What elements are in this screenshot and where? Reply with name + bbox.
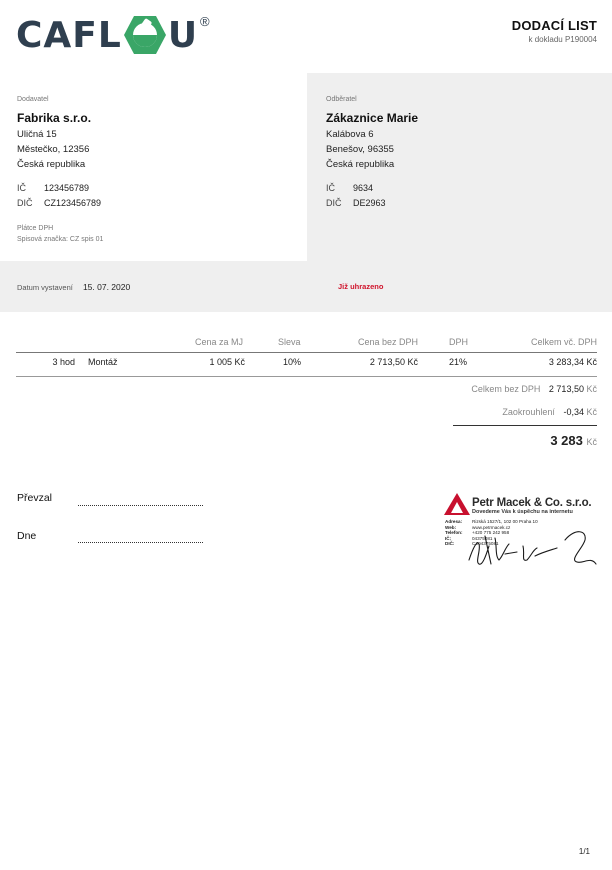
items-table	[16, 335, 597, 377]
supplier-name: Fabrika s.r.o.	[17, 111, 92, 125]
supplier-country: Česká republika	[17, 159, 86, 170]
supplier-ic: 123456789	[44, 183, 90, 193]
supplier-street: Uličná 15	[17, 129, 57, 140]
issue-date	[17, 282, 130, 292]
col-discount: Sleva	[278, 337, 301, 347]
stamp-row-key: IČ:	[445, 535, 452, 541]
supplier-dic: CZ123456789	[44, 198, 102, 208]
customer-ic-row	[326, 183, 606, 193]
row-vat: 21%	[449, 357, 468, 367]
supplier-ic-label: IČ	[17, 183, 26, 193]
rounding-value: -0,34	[563, 407, 584, 417]
grand-total	[550, 433, 597, 448]
stamp-row-value: 04375081	[472, 535, 493, 541]
row-unit-price-value: 1 005	[209, 357, 232, 367]
customer-dic-row	[326, 198, 606, 208]
stamp-company: Petr Macek & Co. s.r.o.	[472, 497, 592, 509]
stamp-tagline: Dovedeme Vás k úspěchu na internetu	[472, 509, 573, 515]
col-vat: DPH	[449, 337, 469, 347]
supplier-ic-row	[17, 183, 297, 193]
subtotal-value: 2 713,50	[548, 384, 584, 394]
issue-date-value: 15. 07. 2020	[82, 282, 131, 292]
currency: Kč	[586, 437, 597, 447]
stamp-row-value: www.petrmacek.cz	[472, 524, 511, 530]
stamp-row-key: Web:	[445, 524, 457, 530]
registered-mark: ®	[200, 13, 210, 29]
customer-block	[326, 96, 606, 208]
subtotal-row	[471, 384, 597, 394]
logo-text-right: U	[167, 14, 199, 56]
rounding-label: Zaokrouhlení	[502, 407, 555, 417]
currency: Kč	[407, 357, 418, 367]
row-total-vat-value: 3 283,34	[548, 357, 584, 367]
supplier-block	[17, 96, 297, 243]
stamp-row-key: Adresa:	[445, 519, 463, 524]
currency: Kč	[586, 407, 597, 417]
row-qty: 3 hod	[52, 357, 75, 367]
customer-dic: DE2963	[353, 198, 386, 208]
handwritten-signature	[465, 526, 598, 568]
customer-city: Benešov, 96355	[326, 144, 394, 155]
date-signed-label: Dne	[17, 530, 37, 542]
customer-ic: 9634	[353, 183, 374, 193]
currency: Kč	[586, 384, 597, 394]
supplier-label: Dodavatel	[17, 96, 49, 103]
table-header	[16, 335, 597, 353]
document-title: DODACÍ LIST	[511, 18, 597, 33]
table-row	[16, 353, 597, 377]
supplier-city: Městečko, 12356	[17, 144, 90, 155]
supplier-dic-row	[17, 198, 297, 208]
logo-text-left: CAFL	[16, 14, 122, 56]
col-total-vat: Celkem vč. DPH	[530, 337, 597, 347]
supplier-vat-payer: Plátce DPH	[17, 225, 54, 232]
supplier-registry: Spisová značka: CZ spis 01	[17, 236, 104, 243]
stamp-logo-icon	[444, 493, 470, 515]
company-logo	[16, 14, 210, 56]
date-signed-line[interactable]	[78, 531, 203, 543]
paid-status: Již uhrazeno	[338, 282, 384, 291]
stamp-row-value: +420 775 242 958	[472, 530, 510, 536]
customer-label: Odběratel	[326, 96, 357, 103]
issue-date-label: Datum vystavení	[17, 283, 73, 292]
row-price-no-vat-value: 2 713,50	[369, 357, 405, 367]
subtotal-label: Celkem bez DPH	[471, 384, 541, 394]
received-by-label: Převzal	[17, 492, 53, 504]
customer-country: Česká republika	[326, 159, 395, 170]
document-reference: k dokladu P190004	[528, 35, 597, 44]
row-discount: 10%	[283, 357, 302, 367]
customer-dic-label: DIČ	[326, 198, 342, 208]
supplier-dic-label: DIČ	[17, 198, 33, 208]
received-by-line[interactable]	[78, 494, 203, 506]
row-total-vat	[549, 357, 597, 367]
stamp-row-value: CZ04375081	[472, 541, 499, 547]
page-number: 1/1	[578, 847, 590, 856]
row-unit-price	[209, 357, 245, 367]
logo-o-icon	[123, 14, 167, 56]
currency: Kč	[586, 357, 597, 367]
stamp-row-key: DIČ:	[445, 541, 455, 547]
customer-name: Zákaznice Marie	[326, 111, 419, 125]
col-unit-price: Cena za MJ	[195, 337, 244, 347]
stamp-row-key: Telefon:	[445, 530, 463, 536]
row-price-no-vat	[370, 357, 418, 367]
customer-ic-label: IČ	[326, 183, 335, 193]
grand-total-value: 3 283	[550, 433, 583, 448]
total-divider	[453, 425, 597, 426]
col-price-no-vat: Cena bez DPH	[357, 337, 418, 347]
stamp-row-value: Rizská 1527/1, 102 00 Praha 10	[472, 519, 538, 524]
rounding-row	[502, 407, 597, 417]
row-item: Montáž	[88, 357, 118, 367]
customer-street: Kalábova 6	[326, 129, 374, 140]
document-header	[512, 18, 597, 44]
currency: Kč	[234, 357, 245, 367]
company-stamp	[443, 492, 598, 568]
